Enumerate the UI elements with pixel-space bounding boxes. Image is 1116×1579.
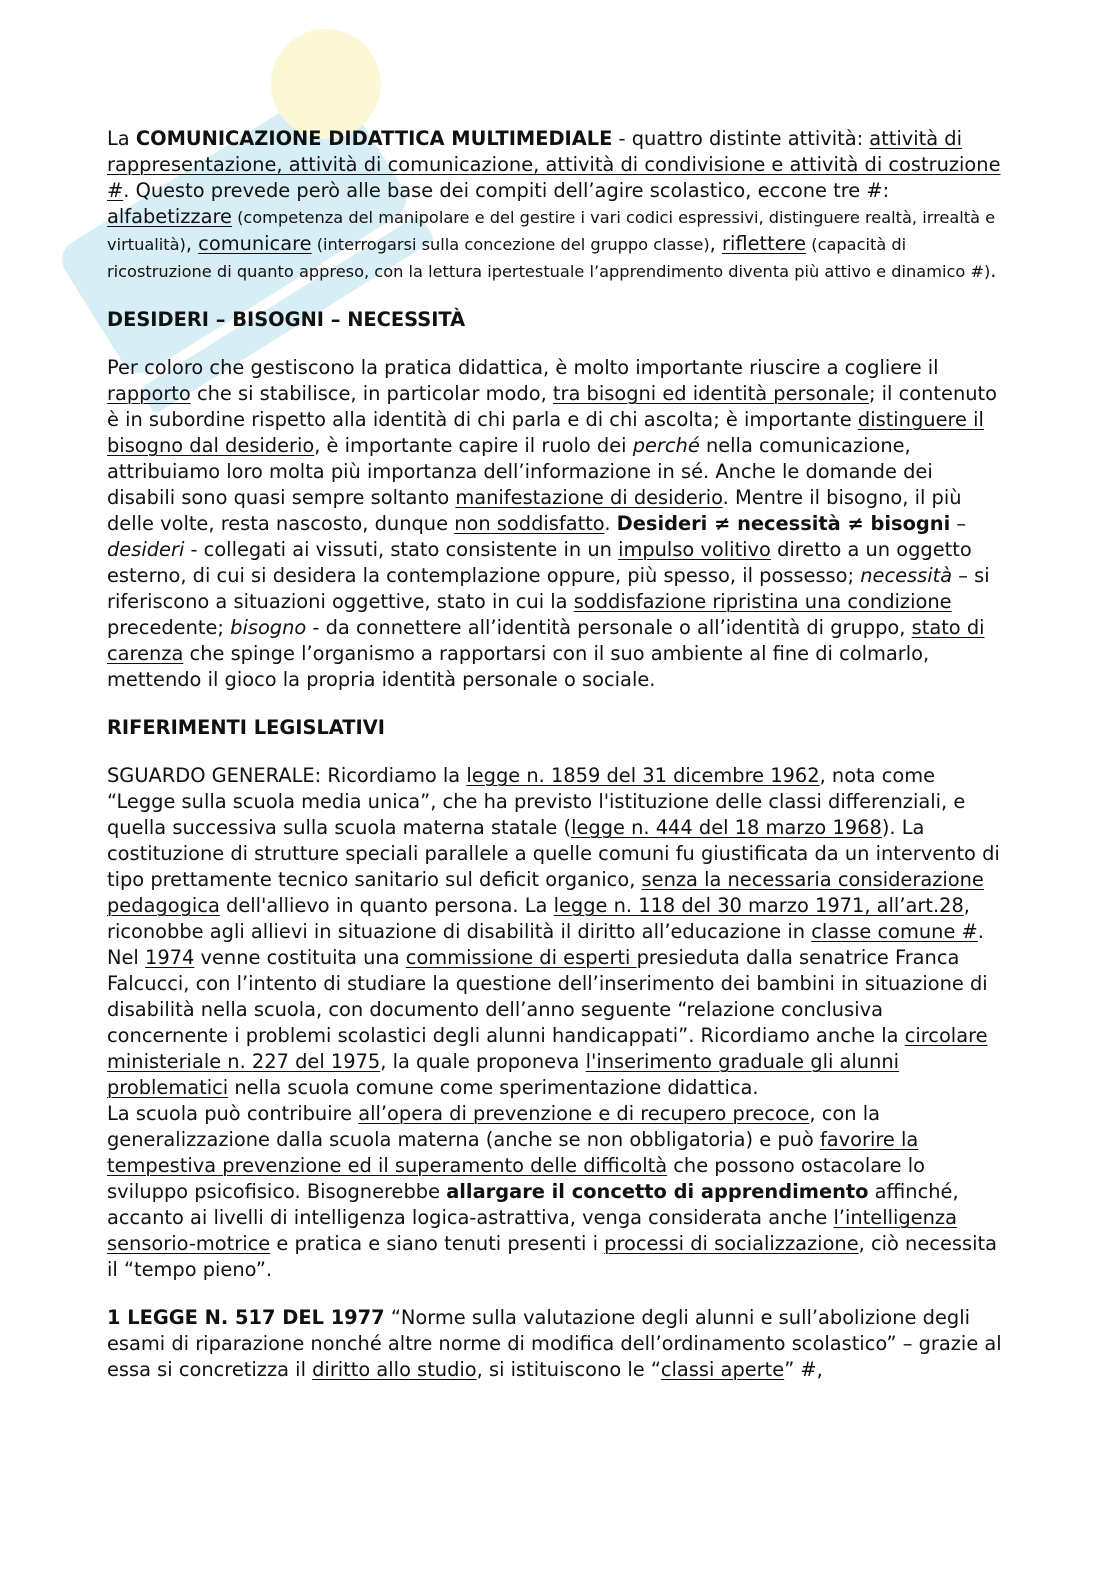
text: ). La costituzione di strutture speciali parallele a quelle comuni fu giustificata da un intervento di tipo prettamente tecnico sanitario sul deficit organico, (107, 816, 1000, 891)
text: , nota come “Legge sulla scuola media unica”, che ha previsto l'istituzione delle classi differenziali, e quella successiva sulla scuola materna statale ( (107, 764, 966, 839)
text: , è importante capire il ruolo dei (314, 434, 633, 457)
text: , ciò necessita il “tempo pieno”. (107, 1232, 997, 1281)
text: , con la generalizzazione dalla scuola materna (anche se non obbligatoria) e può (107, 1102, 880, 1151)
text: , si istituiscono le “ (476, 1358, 661, 1381)
text: e pratica e siano tenuti presenti i (270, 1232, 605, 1255)
text: – (950, 512, 967, 535)
text: “Norme sulla valutazione degli alunni e sull’abolizione degli esami di riparazione nonché altre norme di modifica dell’ordinamento scolastico” – grazie al essa si concretizza il (107, 1306, 1002, 1381)
text: - quattro distinte attività: (612, 127, 870, 150)
underlined-text: circolare ministeriale n. 227 del 1975 (107, 1024, 988, 1073)
underlined-text: soddisfazione ripristina una condizione (573, 590, 952, 613)
underlined-text: non soddisfatto (454, 512, 605, 535)
underlined-text: tra bisogni ed identità personale (552, 382, 869, 405)
text: nella comunicazione, attribuiamo loro molta più importanza dell’informazione in sé. Anche le domande dei disabili sono quasi sempre soltanto (107, 434, 933, 509)
paragraph-legge-517 (107, 1305, 1007, 1383)
text: – si riferiscono a situazioni oggettive, stato in cui la (107, 564, 990, 613)
underlined-text: classe comune # (811, 920, 978, 943)
term-bold: Desideri ≠ necessità ≠ bisogni (616, 512, 951, 535)
text: precedente; (107, 616, 231, 639)
underlined-text: l'inserimento graduale gli alunni problematici (107, 1050, 900, 1099)
text: . Mentre il bisogno, il più delle volte, resta nascosto, dunque (107, 486, 962, 535)
underlined-text: impulso volitivo (618, 538, 771, 561)
underlined-text: manifestazione di desiderio (455, 486, 723, 509)
paragraph-sguardo-generale (107, 763, 1007, 1101)
text: , (709, 232, 722, 255)
text: SGUARDO GENERALE: Ricordiamo la (107, 764, 467, 787)
text: affinché, accanto ai livelli di intelligenza logica-astrattiva, venga considerata anche (107, 1180, 959, 1229)
text: . Nel (107, 920, 984, 969)
underlined-text: legge n. 1859 del 31 dicembre 1962 (466, 764, 820, 787)
underlined-text: comunicare (198, 232, 312, 255)
underlined-text: rapporto (107, 382, 191, 405)
small-text: (interrogarsi sulla concezione del gruppo classe) (311, 235, 710, 254)
underlined-text: attività di rappresentazione, attività di comunicazione, attività di condivisione e attività di costruzione # (107, 127, 1001, 202)
text: che si stabilisce, in particolar modo, (190, 382, 553, 405)
small-text: (capacità di ricostruzione di quanto appreso, con la lettura ipertestuale l’apprendimento diventa più attivo e dinamico #) (107, 235, 991, 281)
underlined-text: riflettere (722, 232, 807, 255)
term-bold: allargare il concetto di apprendimento (446, 1180, 869, 1203)
underlined-text: senza la necessaria considerazione pedagogica (107, 868, 984, 917)
underlined-text: 1974 (145, 946, 195, 969)
italic-text: desideri (107, 538, 185, 561)
text: , riconobbe agli allievi in situazione di disabilità il diritto all’educazione in (107, 894, 970, 943)
underlined-text: legge n. 118 del 30 marzo 1971, all’art.28 (553, 894, 964, 917)
heading-desideri: DESIDERI – BISOGNI – NECESSITÀ (107, 308, 466, 331)
underlined-text: stato di carenza (107, 616, 985, 665)
underlined-text: distinguere il bisogno dal desiderio (107, 408, 984, 457)
text: La (107, 127, 136, 150)
italic-text: necessità (860, 564, 953, 587)
italic-text: bisogno (230, 616, 307, 639)
text: - collegati ai vissuti, stato consistente in un (184, 538, 619, 561)
underlined-text: diritto allo studio (312, 1358, 477, 1381)
document-text (107, 126, 1007, 1383)
underlined-text: commissione di esperti (405, 946, 637, 969)
paragraph-scuola (107, 1101, 1007, 1283)
text: . (990, 259, 997, 282)
paragraph-comunicazione (107, 126, 1007, 285)
text: La scuola può contribuire (107, 1102, 359, 1125)
italic-text: perché (632, 434, 700, 457)
paragraph-desideri (107, 355, 1007, 693)
text: ” #, (784, 1358, 823, 1381)
text: , (185, 232, 199, 255)
text: - da connettere all’identità personale o all’identità di gruppo, (306, 616, 912, 639)
text: dell'allievo in quanto persona. La (219, 894, 554, 917)
text: venne costituita una (194, 946, 406, 969)
underlined-text: processi di socializzazione (604, 1232, 859, 1255)
text: che spinge l’organismo a rapportarsi con il suo ambiente al fine di colmarlo, mettendo il gioco la propria identità personale o sociale. (107, 642, 930, 691)
underlined-text: classi aperte (660, 1358, 785, 1381)
text: , la quale proponeva (380, 1050, 586, 1073)
underlined-text: all’opera di prevenzione e di recupero precoce (358, 1102, 810, 1125)
term-bold: 1 LEGGE N. 517 DEL 1977 (107, 1306, 385, 1329)
text: Per coloro che gestiscono la pratica didattica, è molto importante riuscire a cogliere il (107, 356, 939, 379)
underlined-text: favorire la tempestiva prevenzione ed il superamento delle difficoltà (107, 1128, 919, 1177)
small-text: (competenza del manipolare e del gestire i vari codici espressivi, distinguere realtà, irrealtà e virtualità) (107, 208, 996, 254)
underlined-text: l’intelligenza sensorio-motrice (107, 1206, 957, 1255)
text: diretto a un oggetto esterno, di cui si desidera la contemplazione oppure, più spesso, il possesso; (107, 538, 972, 587)
text: presieduta dalla senatrice Franca Falcucci, con l’intento di studiare la questione dell’inserimento dei bambini in situazione di disabilità nella scuola, con documento dell’anno seguente “relazione conclusiva concernente i problemi scolastici degli alunni handicappati”. Ricordiamo anche la (107, 946, 988, 1047)
text: ; il contenuto è in subordine rispetto alla identità di chi parla e di chi ascolta; è importante (107, 382, 997, 431)
text: . Questo prevede però alle base dei compiti dell’agire scolastico, eccone tre #: (123, 179, 890, 202)
text: . (604, 512, 617, 535)
underlined-text: legge n. 444 del 18 marzo 1968 (571, 816, 882, 839)
text: nella scuola comune come sperimentazione didattica. (228, 1076, 759, 1099)
term-bold: COMUNICAZIONE DIDATTICA MULTIMEDIALE (135, 127, 613, 150)
underlined-text: alfabetizzare (107, 205, 232, 228)
text: che possono ostacolare lo sviluppo psicofisico. Bisognerebbe (107, 1154, 925, 1203)
heading-riferimenti: RIFERIMENTI LEGISLATIVI (107, 716, 385, 739)
